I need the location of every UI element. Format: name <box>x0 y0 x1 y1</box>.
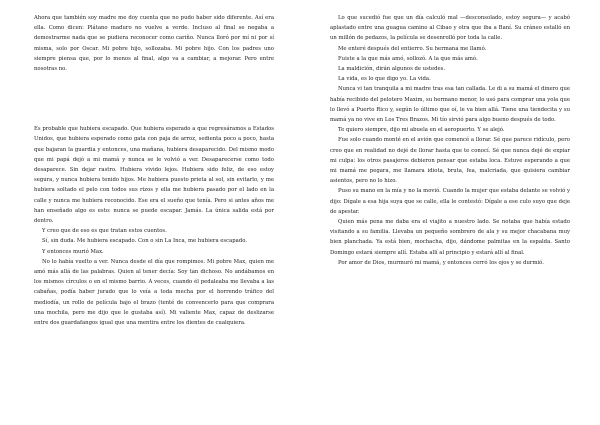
paragraph: Y entonces murió Max. <box>42 248 104 255</box>
paragraph: Fuiste a la que más amó, sollozó. A la que más amó. <box>338 55 478 62</box>
paragraph: La maldición, dirán algunos de ustedes. <box>338 66 446 73</box>
paragraph: Y creo que de eso es que tratan estos cuentos. <box>42 228 167 235</box>
paragraph: Puso su mano en la mía y no la movió. Cuando la mujer que estaba delante se volvió y dijo: Dígale a esa hija suya que se calle, ella le contestó: Dígale a ese culo suyo que deje de apestar. <box>330 188 570 215</box>
paragraph: Por amor de Dios, murmuró mi mamá, y entonces cerró los ojos y se durmió. <box>338 259 544 266</box>
right-block-2 <box>330 84 570 268</box>
paragraph: Quien más pena me daba era el viajito a nuestro lado. Se notaba que había estado visitando a su familia. Llevaba un pequeño sombrero de ala y su mejor chacabana muy bien planchada. Ya está bien, mochacha, dijo, dándome palmitas en la espalda. Santo Domingo estará siempre allí. Estaba allí al principio y estará allí al final. <box>330 219 570 256</box>
paragraph: Es probable que hubiera escapado. Que hubiera esperado a que regresáramos a Estados Unidos, que hubiera esperado como gata con paja de arroz, sedienta poco a poco, hasta que bajaran la guardia y entonces, una mañana, hubiera desaparecido. Del mismo modo que mi papá dejó a mi mamá y nunca se le volvió a ver. Desaparecerse como todo desaparece. Sin dejar rastro. Hubiera vivido lejos. Hubiera sido feliz, de eso estoy segura, y nunca hubiera tenido hijos. Me hubiera puesto prieta al sol, sin evitarlo, y me hubiera soltado el pelo con todos sus rizos y ella me hubiera pasado por el lado en la calle y nunca me hubiera reconocido. Ese era el sueño que tenía. Pero si antes años me han enseñado algo es esto: nunca se puede escapar. Jamás. La única salida está por dentro. <box>34 126 274 225</box>
paragraph: La vida, es lo que digo yo. La vida. <box>338 76 431 83</box>
paragraph: Te quiero siempre, dijo mi abuela en el aeropuerto. Y se alejó. <box>338 127 505 134</box>
paragraph: Fue solo cuando monté en el avión que comencé a llorar. Sé que parece ridículo, pero creo que en realidad no dejé de llorar hasta que te conocí. Sé que nunca dejé de expiar mi culpa: los otros pasajeros debieron pensar que estaba loca. Estuve esperando a que mi mamá me pegara, me llamara idiota, bruta, fea, malcriada, que quisiera cambiar asientos, pero no lo hizo. <box>330 137 570 185</box>
right-page <box>330 13 570 268</box>
left-block-2 <box>34 124 274 328</box>
paragraph: Lo que sucedió fue que un día calculó mal —desconsolado, estoy segura— y acabó aplastado entre una guagua camino al Cibao y otra que iba a Baní. Su cráneo estalló en un millón de pedazos, la película se desenrolló por toda la calle. <box>330 15 570 42</box>
left-page <box>34 13 274 328</box>
paragraph: Me enteré después del entierro. Su hermana me llamó. <box>338 45 487 52</box>
section-break <box>34 74 274 124</box>
paragraph: No lo había vuelto a ver. Nunca desde el día que rompimos. Mi pobre Max, quien me amó más allá de las palabras. Quien al tener decía: Soy tan dichoso. No andábamos en los mismos círculos o en el mismo barrio. A veces, cuando él pedaleaba me llevaba a las cabañas, podía haber jurado que lo veía a toda mecha por el horrendo tráfico del mediodía, un rollo de película bajo el brazo (tenté de convencerlo para que comprara una mochila, pero me dijo que le gustaba así). Mi valiente Max, capaz de deslizarse entre dos guardafangos igual que una mentira entre los dientes de cualquiera. <box>34 258 274 327</box>
paragraph: Ahora que también soy madre me doy cuenta que no pudo haber sido diferente. Así era ella. Como dicen: Plátano maduro no vuelve a verde. Incluso al final se negaba a demostrarme nada que se pudiera reconocer como cariño. Nunca lloró por mí ni por sí misma, solo por Oscar. Mi pobre hijo, sollozaba. Mi pobre hijo. Con los padres uno siempre piensa que, por lo menos al final, algo va a cambiar, a mejorar. Pero entre nosotras no. <box>34 15 274 73</box>
left-block-1 <box>34 13 274 74</box>
right-block-1 <box>330 13 570 84</box>
paragraph: Nunca vi tan tranquila a mi madre tras esa tan callada. Le di a su mamá el dinero que había recibido del pelotero Maxim, su hermano menor, lo usó para comprar una yola que lo llevó a Puerto Rico y, según lo último que oí, le va bien allá. Tiene una tiendecita y su mamá ya no vive en Los Tres Brazos. Mi tío sirvió para algo bueno después de todo. <box>330 86 570 124</box>
paragraph: Sí, sin duda. Me hubiera escapado. Con o sin La Inca, me hubiera escapado. <box>42 238 247 245</box>
